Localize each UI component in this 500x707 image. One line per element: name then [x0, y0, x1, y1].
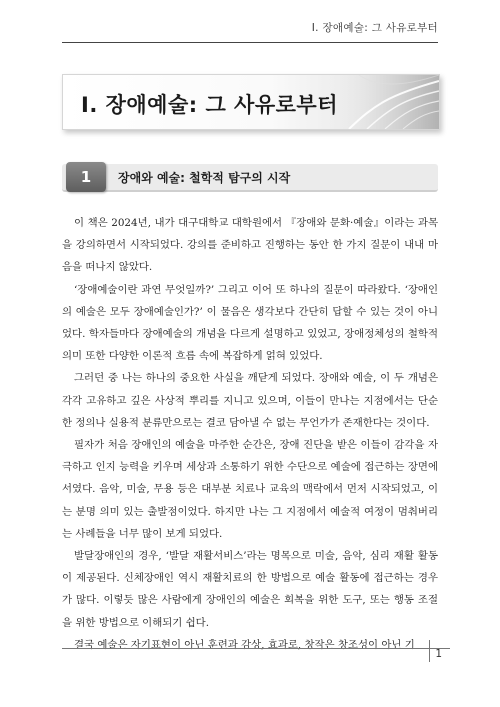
- section-header: [62, 164, 438, 192]
- paragraph: 필자가 처음 장애인의 예술을 마주한 순간은, 장애 진단을 받은 이들이 감각을 자극하고 인지 능력을 키우며 세상과 소통하기 위한 수단으로 예술에 접근하는 장면에서였다. 음악, 미술, 무용 등은 대부분 치료나 교육의 맥락에서 먼저 시작되었고, 이는 분명 의미 있는 출발점이었다. 하지만 나는 그 지점에서 예술적 여정이 멈춰버리는 사례들을 너무 많이 보게 되었다.: [62, 439, 438, 540]
- running-header: Ⅰ. 장애예술: 그 사유로부터: [311, 22, 438, 34]
- paragraph: 그러던 중 나는 하나의 중요한 사실을 깨닫게 되었다. 장애와 예술, 이 두 개념은 각각 고유하고 깊은 사상적 뿌리를 지니고 있으며, 이들이 만나는 지점에서는 단순한 정의나 실용적 분류만으로는 결코 담아낼 수 없는 무언가가 존재한다는 것이다.: [62, 372, 438, 429]
- footer-rule: [62, 648, 450, 649]
- header-rule: [62, 42, 438, 43]
- paragraph: 이 책은 2024년, 내가 대구대학교 대학원에서 『장애와 문화·예술』이라는 과목을 강의하면서 시작되었다. 강의를 준비하고 진행하는 동안 한 가지 질문이 내내 마음을 떠나지 않았다.: [62, 217, 438, 274]
- paragraph: 결국 예술은 자기표현이 아닌 훈련과 감상, 효과로, 창작은 창조성이 아닌 기: [74, 638, 415, 651]
- section-title: 장애와 예술: 철학적 탐구의 시작: [118, 171, 291, 185]
- paragraph: ‘장애예술이란 과연 무엇일까?’ 그리고 이어 또 하나의 질문이 따라왔다. ‘장애인의 예술은 모두 장애예술인가?’ 이 물음은 생각보다 간단히 답할 수 있는 것이 아니었다. 학자들마다 장애예술의 개념을 다르게 설명하고 있었고, 장애정체성의 철학적 의미 또한 다양한 이론적 흐름 속에 복잡하게 얽혀 있었다.: [62, 283, 438, 363]
- section-number: 1: [66, 162, 106, 192]
- body-text: [62, 212, 438, 656]
- chapter-title: Ⅰ. 장애예술: 그 사유로부터: [81, 93, 338, 117]
- paragraph: 발달장애인의 경우, ‘발달 재활서비스’라는 명목으로 미술, 음악, 심리 재활 활동이 제공된다. 신체장애인 역시 재활치료의 한 방법으로 예술 활동에 접근하는 경우가 많다. 이렇듯 많은 사람에게 장애인의 예술은 회복을 위한 도구, 또는 행동 조절을 위한 방법으로 이해되기 쉽다.: [62, 550, 438, 629]
- page-number: 1: [435, 648, 442, 660]
- chapter-banner: [62, 74, 440, 130]
